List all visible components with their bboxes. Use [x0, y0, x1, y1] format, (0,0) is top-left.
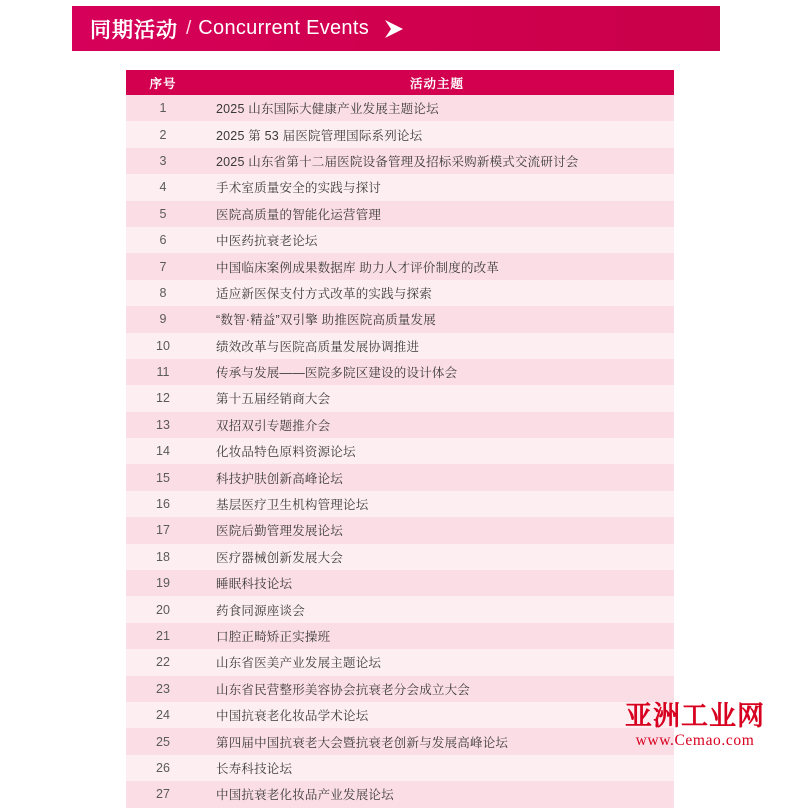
table-row	[126, 649, 674, 675]
table-cell-topic: 医院后勤管理发展论坛	[200, 517, 674, 543]
table-row	[126, 148, 674, 174]
table-cell-no: 11	[126, 359, 200, 385]
table-cell-topic: 绩效改革与医院高质量发展协调推进	[200, 333, 674, 359]
table-cell-topic: 双招双引专题推介会	[200, 412, 674, 438]
table-row	[126, 570, 674, 596]
table-row	[126, 544, 674, 570]
table-cell-no: 24	[126, 702, 200, 728]
table-cell-no: 18	[126, 544, 200, 570]
table-cell-topic: 手术室质量安全的实践与探讨	[200, 174, 674, 200]
table-cell-no: 23	[126, 676, 200, 702]
table-cell-no: 5	[126, 201, 200, 227]
table-row	[126, 95, 674, 121]
table-cell-topic: 化妆品特色原料资源论坛	[200, 438, 674, 464]
table-cell-topic: 科技护肤创新高峰论坛	[200, 464, 674, 490]
table-row	[126, 623, 674, 649]
table-cell-topic: 长寿科技论坛	[200, 755, 674, 781]
concurrent-events-table	[126, 70, 674, 808]
table-cell-no: 19	[126, 570, 200, 596]
table-row	[126, 412, 674, 438]
banner-title-cn: 同期活动	[90, 18, 178, 42]
table-cell-no: 27	[126, 781, 200, 807]
banner-title-en: Concurrent Events	[198, 17, 370, 39]
table-cell-no: 4	[126, 174, 200, 200]
table-cell-topic: 医院高质量的智能化运营管理	[200, 201, 674, 227]
table-header-no: 序号	[126, 70, 200, 95]
table-row	[126, 781, 674, 807]
table-row	[126, 464, 674, 490]
concurrent-events-table-body	[126, 95, 674, 808]
table-cell-no: 7	[126, 253, 200, 279]
table-cell-topic: 传承与发展——医院多院区建设的设计体会	[200, 359, 674, 385]
table-cell-topic: 第四届中国抗衰老大会暨抗衰老创新与发展高峰论坛	[200, 728, 674, 754]
table-cell-topic: 基层医疗卫生机构管理论坛	[200, 491, 674, 517]
table-row	[126, 121, 674, 147]
table-cell-no: 20	[126, 596, 200, 622]
table-cell-topic: 山东省民营整形美容协会抗衰老分会成立大会	[200, 676, 674, 702]
table-row	[126, 306, 674, 332]
chevron-right-icon	[381, 18, 411, 40]
table-cell-no: 1	[126, 95, 200, 121]
table-row	[126, 755, 674, 781]
table-row	[126, 702, 674, 728]
table-row	[126, 517, 674, 543]
table-row	[126, 280, 674, 306]
table-cell-topic: 睡眠科技论坛	[200, 570, 674, 596]
table-cell-no: 9	[126, 306, 200, 332]
table-cell-topic: 中国抗衰老化妆品学术论坛	[200, 702, 674, 728]
banner-separator: /	[186, 17, 192, 39]
table-header-topic: 活动主题	[200, 70, 674, 95]
table-row	[126, 333, 674, 359]
table-cell-no: 13	[126, 412, 200, 438]
table-cell-topic: 2025 山东省第十二届医院设备管理及招标采购新模式交流研讨会	[200, 148, 674, 174]
table-cell-no: 16	[126, 491, 200, 517]
table-row	[126, 728, 674, 754]
site-logo-name: 亚洲工业网	[625, 700, 765, 731]
table-cell-topic: 第十五届经销商大会	[200, 385, 674, 411]
table-row	[126, 596, 674, 622]
table-cell-no: 2	[126, 121, 200, 147]
table-cell-no: 17	[126, 517, 200, 543]
table-cell-topic: 医疗器械创新发展大会	[200, 544, 674, 570]
table-cell-topic: “数智·精益”双引擎 助推医院高质量发展	[200, 306, 674, 332]
table-cell-topic: 中医药抗衰老论坛	[200, 227, 674, 253]
table-cell-topic: 中国抗衰老化妆品产业发展论坛	[200, 781, 674, 807]
table-cell-no: 6	[126, 227, 200, 253]
table-row	[126, 359, 674, 385]
table-row	[126, 201, 674, 227]
table-row	[126, 174, 674, 200]
table-row	[126, 676, 674, 702]
table-cell-topic: 适应新医保支付方式改革的实践与探索	[200, 280, 674, 306]
table-cell-topic: 2025 第 53 届医院管理国际系列论坛	[200, 121, 674, 147]
concurrent-events-banner	[72, 6, 720, 51]
table-cell-topic: 山东省医美产业发展主题论坛	[200, 649, 674, 675]
table-row	[126, 438, 674, 464]
table-row	[126, 385, 674, 411]
table-cell-no: 14	[126, 438, 200, 464]
table-cell-topic: 口腔正畸矫正实操班	[200, 623, 674, 649]
table-cell-no: 10	[126, 333, 200, 359]
site-logo-url: www.Cemao.com	[635, 732, 755, 749]
table-cell-topic: 药食同源座谈会	[200, 596, 674, 622]
site-logo	[600, 702, 790, 750]
table-header-row	[126, 70, 674, 95]
table-cell-no: 26	[126, 755, 200, 781]
table-cell-no: 3	[126, 148, 200, 174]
table-row	[126, 491, 674, 517]
table-cell-no: 8	[126, 280, 200, 306]
table-cell-topic: 2025 山东国际大健康产业发展主题论坛	[200, 95, 674, 121]
table-cell-no: 22	[126, 649, 200, 675]
table-cell-no: 25	[126, 728, 200, 754]
table-cell-topic: 中国临床案例成果数据库 助力人才评价制度的改革	[200, 253, 674, 279]
concurrent-events-table-wrapper	[126, 70, 674, 808]
table-cell-no: 12	[126, 385, 200, 411]
table-cell-no: 15	[126, 464, 200, 490]
table-row	[126, 253, 674, 279]
table-cell-no: 21	[126, 623, 200, 649]
table-row	[126, 227, 674, 253]
